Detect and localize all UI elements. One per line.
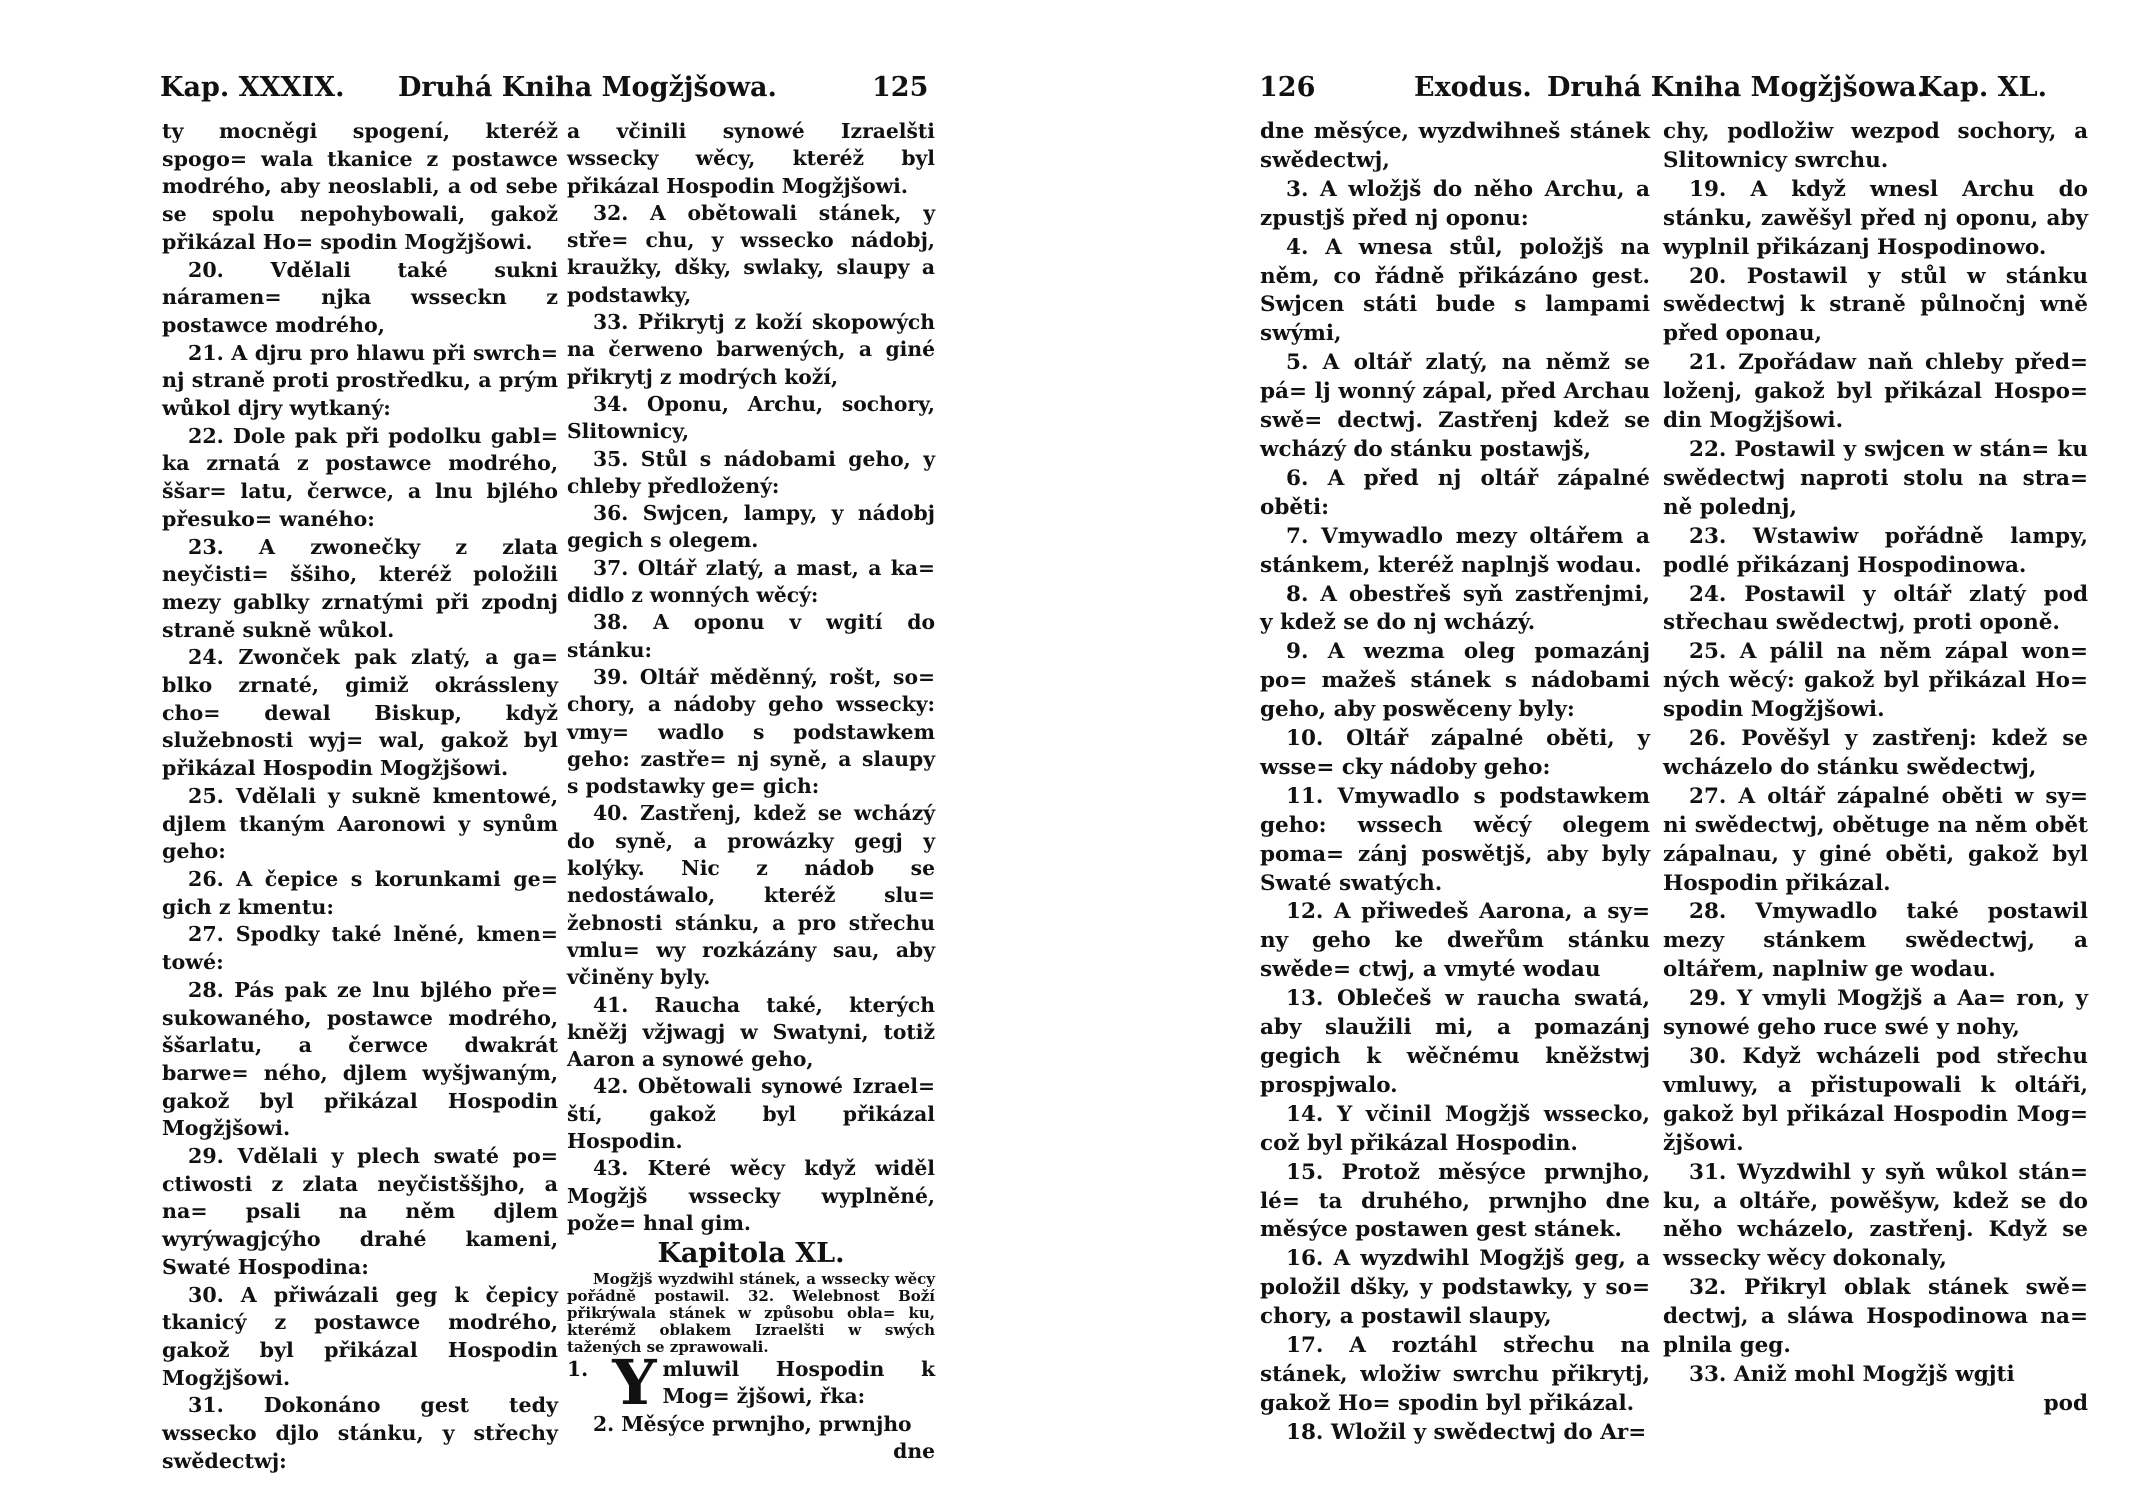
page-number: 125 xyxy=(872,72,929,103)
verse-2: 2. Měsýce prwnjho, prwnjho xyxy=(593,1411,912,1436)
verse-paragraph: 21. A djru pro hlawu při swrch= nj straně proti prostředku, a prým wůkol djry wytkaný: xyxy=(162,340,558,421)
verse-paragraph: 33. Aniž mohl Mogžjš wgjti xyxy=(1689,1361,2015,1387)
verse-paragraph: 31. Dokonáno gest tedy wsseckо djlo stánku, y střechy swědectwj: xyxy=(162,1393,558,1473)
verse-paragraph: 24. Zwonček pak zlatý, a ga= blko zrnaté, gimiž okrássleny cho= dewal Biskup, když služebnosti wyj= wal, gakož byl přikázal Hospodin Mogžjšowi. xyxy=(162,645,558,781)
running-head-book: Exodus. xyxy=(1414,72,1532,103)
verse-paragraph: 5. A oltář zlatý, na němž se pá= lj wonný zápal, před Archau swě= dectwj. Zastřenj kdež se wcházý do stánku postawjš, xyxy=(1260,350,1650,462)
text-column-right-2 xyxy=(1663,118,2088,1419)
verse-paragraph: 3. A wložjš do něho Archu, a zpustjš před nj oponu: xyxy=(1260,176,1650,231)
verse-paragraph: 22. Dole pak při podolku gabl= ka zrnatá z postawce modrého, ššar= latu, čerwce, a lnu bjlého přesuko= waného: xyxy=(162,423,558,531)
verse-paragraph: 27. A oltář zápalné oběti w sy= ni swědectwj, obětuge na něm obět zápalnau, y giné oběti, gakož byl Hospodin přikázal. xyxy=(1663,783,2088,896)
verse-paragraph: 6. A před nj oltář zápalné oběti: xyxy=(1260,465,1650,520)
verse-paragraph: 34. Oponu, Archu, sochory, Slitownicy, xyxy=(567,391,935,444)
verse-paragraph: dne měsýce, wyzdwihneš stánek swědectwj, xyxy=(1260,119,1650,173)
verse-paragraph: 30. A přiwázali geg k čepicy tkanicý z postawce modrého, gakož byl přikázal Hospodin Mogžjšowi. xyxy=(162,1282,558,1390)
verse-paragraph: 24. Postawil y oltář zlatý pod střechau swědectwj, proti oponě. xyxy=(1663,581,2088,636)
verse-paragraph: 11. Vmywadlo s podstawkem geho: wssech wěcý olegem poma= zánj poswětjš, aby byly Swaté swatých. xyxy=(1260,783,1650,896)
verse-paragraph: 9. A wezma oleg pomazánj po= mažeš stánek s nádobami geho, aby poswěceny byly: xyxy=(1260,639,1650,723)
verse-paragraph: 14. Y včinil Mogžjš wssecko, což byl přikázal Hospodin. xyxy=(1260,1101,1650,1156)
verse-paragraph: 36. Swjcen, lampy, y nádobj gegich s olegem. xyxy=(567,501,935,553)
verse-paragraph: 23. A zwonečky z zlata neyčisti= ššiho, kteréž položili mezy gablky zrnatými při zpodnj straně sukně wůkol. xyxy=(162,534,558,642)
verse-paragraph: ty mocněgi spogení, kteréž spogo= wala tkanice z postawce modrého, aby neoslabli, a od sebe se spolu nepohybowali, gakož přikázal Ho= spodin Mogžjšowi. xyxy=(162,119,558,254)
verse-paragraph: 15. Protož měsýce prwnjho, lé= ta druhého, prwnjho dne měsýce postawen gest stánek. xyxy=(1260,1159,1650,1243)
verse-paragraph: 21. Zpořádaw naň chleby před= loženj, gakož byl přikázal Hospo= din Mogžjšowi. xyxy=(1663,350,2088,434)
verse-1 xyxy=(567,1346,935,1420)
running-head-title: Druhá Kniha Mogžjšowa. xyxy=(398,72,777,103)
verse-paragraph: 30. Když wcházeli pod střechu vmluwy, a přistupowali k oltáři, gakož byl přikázal Hospodin Mog= žjšowi. xyxy=(1663,1044,2088,1156)
verse-paragraph: a včinili synowé Izraelšti wssecky wěcy, kteréž byl přikázal Hospodin Mogžjšowi. xyxy=(567,119,935,198)
verse-paragraph: 4. A wnesa stůl, položjš na něm, co řádně přikázáno gest. Swjcen státi bude s lampami swými, xyxy=(1260,234,1650,347)
verse-paragraph: 17. A roztáhl střechu na stánek, wložiw swrchu přikrytj, gakož Ho= spodin byl přikázal. xyxy=(1260,1333,1650,1416)
right-page xyxy=(1077,0,2154,1501)
page-number: 126 xyxy=(1259,72,1316,103)
verse-paragraph: 12. A přiwedeš Aarona, a sy= ny geho ke dweřům stánku swěde= ctwj, a vmyté wodau xyxy=(1260,899,1650,983)
verse-paragraph: 31. Wyzdwihl y syň wůkol stán= ku, a oltáře, powěšyw, kdež se do něho wcházelo, zastřenj. Když se wssecky wěcy dokonaly, xyxy=(1663,1159,2088,1272)
chapter-title: Kapitola XL. xyxy=(657,1238,845,1270)
verse-paragraph: 26. A čepice s korunkami ge= gich z kmentu: xyxy=(162,866,558,919)
verse-paragraph: 19. A když wnesl Archu do stánku, zawěšyl před nj oponu, aby wyplnil přikázanj Hospodinowo. xyxy=(1663,176,2088,260)
left-page-header xyxy=(160,72,940,112)
verse-paragraph: 27. Spodky také lněné, kmen= towé: xyxy=(162,922,558,975)
running-head-chapter: Kap. XL. xyxy=(1919,72,2047,103)
verse-paragraph: 43. Které wěcy když widěl Mogžjš wssecky wyplněné, pože= hnal gim. xyxy=(567,1156,935,1235)
verse-paragraph: 25. Vdělali y suknĕ kmentowé, djlem tkaným Aaronowi y synům geho: xyxy=(162,783,558,864)
verse-paragraph: 32. A obětowali stánek, y stře= chu, y wssecko nádobj, kraužky, dšky, swlaky, slaupy a podstawky, xyxy=(567,200,935,307)
verse-paragraph: 38. A oponu v wgití do stánku: xyxy=(567,610,935,662)
verse-paragraph: 32. Přikryl oblak stánek swě= dectwj, a sláwa Hospodinowa na= plnila geg. xyxy=(1663,1275,2088,1359)
chapter-summary: Mogžjš wyzdwihl stánek, a wssecky wěcy pořádně postawil. 32. Welebnost Boží přikrýwala stánek w způsobu obla= ku, kterémž oblakem Izraelšti w swých tažených se zprawowali. xyxy=(567,1270,935,1357)
text-column-right-1 xyxy=(1260,118,1650,1448)
verse-paragraph: 40. Zastřenj, kdež se wcházý do syně, a prowázky gegj y kolýky. Nic z nádob se nedostáwalo, kteréž slu= žebnosti stánku, a pro střechu vmlu= wy rozkázány sau, aby včiněny byly. xyxy=(567,801,935,990)
drop-cap: Y xyxy=(612,1346,657,1420)
verse-paragraph: 37. Oltář zlatý, a mast, a ka= didlo z wonných wěcý: xyxy=(567,555,935,608)
verse-paragraph: 20. Postawil y stůl w stánku swědectwj k straně půlnočnj wně před oponau, xyxy=(1663,263,2088,347)
verse-paragraph: 35. Stůl s nádobami geho, y chleby předložený: xyxy=(567,446,935,498)
verse-paragraph: 29. Y vmyli Mogžjš a Aa= ron, y synowé geho ruce swé y nohy, xyxy=(1663,986,2088,1041)
verse-paragraph: 29. Vdělali y plech swaté po= ctiwosti z zlata neyčistššjho, a na= psali na něm djlem wyrýwagjcýho drahé kameni, Swaté Hospodina: xyxy=(162,1144,558,1279)
verse-paragraph: 23. Wstawiw pořádně lampy, podlé přikázanj Hospodinowa. xyxy=(1663,523,2088,578)
verse-paragraph: 41. Raucha také, kterých kněžj vžjwagj w Swatyni, totiž Aaron a synowé geho, xyxy=(567,992,935,1072)
verse-paragraph: 39. Oltář měděnný, rošt, so= chory, a nádoby geho wssecky: vmy= wadlo s podstawkem geho: zastře= nj syně, a slaupy s podstawky ge= gich: xyxy=(567,664,935,799)
verse-number: 1. xyxy=(567,1357,589,1382)
text-column-left-2 xyxy=(567,118,935,1465)
text-column-left-1 xyxy=(162,118,558,1475)
verse-paragraph: 42. Obětowali synowé Izrael= ští, gakož byl přikázal Hospodin. xyxy=(567,1074,935,1153)
verse-paragraph: 8. A obestřeš syň zastřenjmi, y kdež se do nj wcházý. xyxy=(1260,581,1650,636)
verse-paragraph: 20. Vdělali také sukni náramen= njka wsseckn z postawce modrého, xyxy=(162,257,558,337)
verse-paragraph: 28. Pás pak ze lnu bjlého pře= sukowaného, postawce modrého, ššarlatu, a čerwce dwakrát barwe= ného, djlem wyšjwaným, gakož byl přikázal Hospodin Mogžjšowi. xyxy=(162,977,558,1141)
verse-paragraph: 18. Wložil y swědectwj do Ar= xyxy=(1286,1419,1647,1445)
verse-paragraph: 25. A pálil na něm zápal won= ných wěcý: gakož byl přikázal Ho= spodin Mogžjšowi. xyxy=(1663,639,2088,723)
verse-paragraph: chy, podložiw wezpod sochory, a Slitownicy swrchu. xyxy=(1663,119,2088,173)
running-head-title: Druhá Kniha Mogžjšowa. xyxy=(1547,72,1926,103)
verse-paragraph: 7. Vmywadlo mezy oltářem a stánkem, kteréž naplnjš wodau. xyxy=(1260,523,1650,578)
running-head-chapter: Kap. XXXIX. xyxy=(160,72,345,103)
catchword: dne xyxy=(893,1439,935,1464)
verse-paragraph: 22. Postawil y swjcen w stán= ku swědectwj naproti stolu na stra= ně polednj, xyxy=(1663,436,2088,520)
verse-paragraph: 16. A wyzdwihl Mogžjš geg, a položil dšky, y podstawky, y so= chory, a postawil slaupy, xyxy=(1260,1246,1650,1330)
verse-text: mluwil Hospodin k Mog= žjšowi, řka: xyxy=(662,1357,935,1409)
verse-paragraph: 26. Pověšyl y zastřenj: kdež se wcházelo do stánku swědectwj, xyxy=(1663,726,2088,780)
verse-paragraph: 28. Vmywadlo také postawil mezy stánkem swědectwj, a oltářem, naplniw ge wodau. xyxy=(1663,899,2088,983)
right-page-header xyxy=(1259,72,2089,112)
catchword: pod xyxy=(2043,1390,2088,1416)
verse-paragraph: 10. Oltář zápalné oběti, y wsse= cky nádoby geho: xyxy=(1260,726,1650,780)
verse-paragraph: 33. Přikrytj z koží skopowých na čerweno barwených, a giné přikrytj z modrých koží, xyxy=(567,310,935,389)
verse-paragraph: 13. Oblečeš w raucha swatá, aby slaužili mi, a pomazánj gegich k wěčnému kněžstwj prospjwalo. xyxy=(1260,986,1650,1098)
